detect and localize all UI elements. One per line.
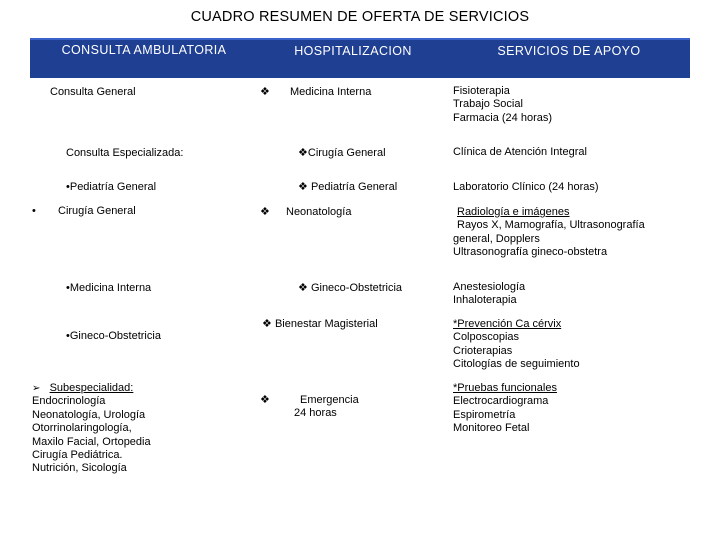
col2-gineco: Gineco-Obstetricia (310, 282, 403, 294)
subespecialidad-block (32, 382, 151, 476)
col3-radiologia-block (453, 206, 645, 260)
col3-line: Espirometría (453, 408, 516, 421)
subesp-line: Endocrinología (32, 395, 106, 408)
col3-radiologia-title: Radiología e imágenes (457, 206, 570, 218)
col3-fisio-block (453, 85, 552, 125)
page-title: CUADRO RESUMEN DE OFERTA DE SERVICIOS (190, 9, 530, 25)
col2-bienestar-item (262, 318, 378, 331)
subesp-title: Subespecialidad: (49, 382, 134, 394)
diamond-bullet-icon: ❖ (260, 394, 270, 406)
col3-pruebas-title: *Pruebas funcionales (453, 382, 557, 394)
col1-gineco: •Gineco-Obstetricia (66, 330, 161, 342)
col3-line: Inhaloterapia (453, 294, 517, 307)
col3-prevencion-block (453, 318, 580, 372)
col3-line: Rayos X, Mamografía, Ultrasonografía (457, 219, 645, 232)
col3-line: general, Dopplers (453, 232, 540, 245)
diamond-bullet-icon: ❖ (298, 147, 308, 159)
col2-pediatria: Pediatría General (310, 181, 398, 193)
subesp-line: Nutrición, Sicología (32, 462, 127, 475)
col3-line: Monitoreo Fetal (453, 422, 530, 435)
diamond-bullet-icon: ❖ (260, 86, 270, 98)
col3-anestesio-block (453, 281, 525, 308)
col3-line: Trabajo Social (453, 98, 523, 111)
col3-line: Crioterapias (453, 344, 513, 357)
col3-line: Electrocardiograma (453, 395, 549, 408)
subesp-line: Otorrinolaringología, (32, 422, 132, 435)
col3-line: Fisioterapia (453, 85, 510, 97)
col3-line: Anestesiología (453, 281, 526, 293)
col2-emergencia-24: 24 horas (294, 407, 337, 419)
col2-cirugia-item (298, 147, 386, 160)
col1-consulta-especializada: Consulta Especializada: (66, 147, 184, 159)
arrow-bullet-icon: ➢ (32, 383, 41, 394)
col3-line: Ultrasonografía gineco-obstetra (453, 246, 608, 259)
subesp-line: Maxilo Facial, Ortopedia (32, 435, 151, 448)
col1-consulta-general: Consulta General (50, 86, 136, 98)
diamond-bullet-icon: ❖ (262, 318, 272, 330)
header-hospitalizacion: HOSPITALIZACION (294, 44, 412, 58)
col2-pediatria-item (298, 181, 397, 194)
col2-cirugia: Cirugía General (307, 147, 386, 159)
col2-bienestar: Bienestar Magisterial (274, 318, 378, 330)
subesp-line: Neonatología, Urología (32, 408, 146, 421)
col3-prevencion-title: *Prevención Ca cérvix (453, 318, 562, 330)
diamond-bullet-icon: ❖ (298, 282, 308, 294)
subesp-line: Cirugía Pediátrica. (32, 449, 123, 462)
col1-medicina: •Medicina Interna (66, 282, 152, 294)
col1-pediatria: •Pediatría General (66, 181, 157, 193)
col2-gineco-item (298, 282, 402, 295)
header-consulta-ambulatoria: CONSULTA AMBULATORIA (61, 43, 227, 57)
col2-emergencia: Emergencia (300, 394, 359, 406)
col3-line: Citologías de seguimiento (453, 358, 580, 371)
col3-line: Colposcopias (453, 331, 520, 344)
col2-medicina: Medicina Interna (290, 86, 372, 98)
col2-neonatologia: Neonatología (286, 206, 352, 218)
col3-laboratorio: Laboratorio Clínico (24 horas) (453, 181, 599, 193)
col3-line: Farmacia (24 horas) (453, 111, 553, 124)
header-servicios-apoyo: SERVICIOS DE APOYO (497, 44, 641, 58)
diamond-bullet-icon: ❖ (260, 206, 270, 218)
diamond-bullet-icon: ❖ (298, 181, 308, 193)
col1-cirugia: Cirugía General (58, 205, 136, 217)
col3-clinica: Clínica de Atención Integral (453, 146, 587, 158)
bullet-dot-icon: • (32, 205, 36, 217)
col3-pruebas-block (453, 382, 557, 436)
